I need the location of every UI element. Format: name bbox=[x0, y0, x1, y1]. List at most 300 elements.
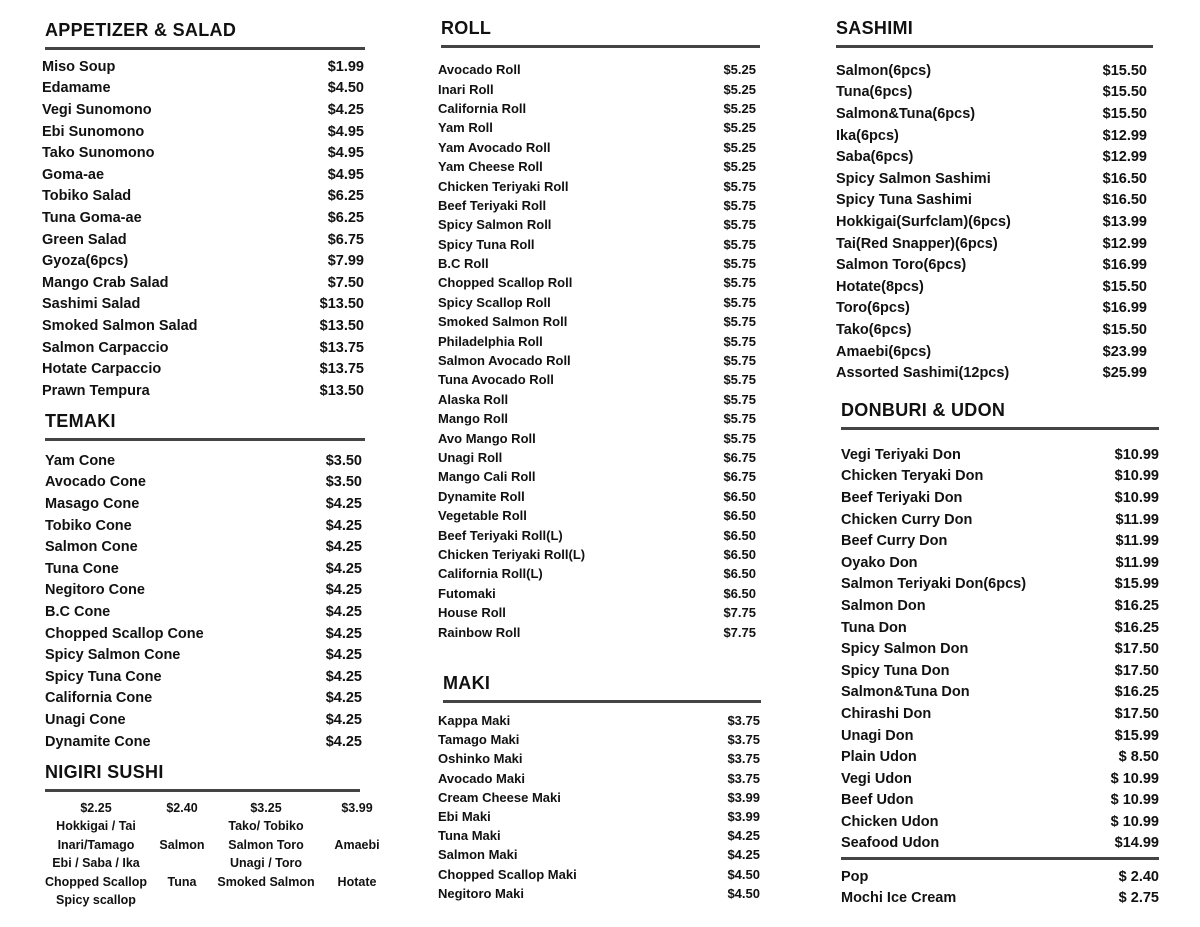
menu-item-price: $17.50 bbox=[1114, 641, 1159, 658]
menu-item-name: Salmon&Tuna Don bbox=[841, 684, 970, 701]
menu-item-price: $5.25 bbox=[723, 62, 756, 78]
menu-item bbox=[841, 574, 1159, 596]
menu-item bbox=[438, 826, 760, 845]
menu-item-name: Yam Avocado Roll bbox=[438, 139, 551, 155]
menu-item bbox=[836, 211, 1147, 233]
menu-item bbox=[836, 60, 1147, 82]
menu-item bbox=[438, 428, 756, 447]
menu-item-price: $5.75 bbox=[723, 430, 756, 446]
menu-item-name: Kappa Maki bbox=[438, 713, 511, 729]
menu-item-name: Salmon Teriyaki Don(6pcs) bbox=[841, 576, 1027, 593]
menu-item-name: Chopped Scallop Maki bbox=[438, 866, 577, 882]
menu-item-name: Spicy Salmon Don bbox=[841, 641, 969, 658]
menu-item-price: $6.50 bbox=[723, 585, 756, 601]
menu-item-name: Chopped Scallop Roll bbox=[438, 275, 573, 291]
menu-item-name: Edamame bbox=[42, 80, 111, 97]
menu-item-name: Beef Teriyaki Roll bbox=[438, 197, 547, 213]
menu-item bbox=[45, 601, 362, 623]
menu-item bbox=[45, 709, 362, 731]
menu-item-price: $6.50 bbox=[723, 566, 756, 582]
menu-item-price: $5.75 bbox=[723, 256, 756, 272]
menu-item-price: $5.75 bbox=[723, 411, 756, 427]
menu-item-name: Negitoro Maki bbox=[438, 885, 524, 901]
menu-item-name: Pop bbox=[841, 868, 869, 885]
menu-item bbox=[836, 362, 1147, 384]
menu-item-price: $15.50 bbox=[1102, 105, 1147, 122]
menu-item-price: $5.75 bbox=[723, 353, 756, 369]
menu-item bbox=[438, 448, 756, 467]
menu-item bbox=[42, 337, 364, 359]
menu-item bbox=[438, 331, 756, 350]
menu-item bbox=[45, 688, 362, 710]
nigiri-cell bbox=[318, 817, 396, 835]
menu-item-name: Salmon Don bbox=[841, 597, 926, 614]
menu-item-name: Chicken Teriyaki Roll(L) bbox=[438, 546, 586, 562]
menu-item-name: B.C Roll bbox=[438, 256, 489, 272]
menu-item-name: Ebi Maki bbox=[438, 809, 491, 825]
menu-item-name: Spicy Tuna Cone bbox=[45, 668, 162, 685]
menu-item bbox=[438, 845, 760, 864]
menu-item-price: $11.99 bbox=[1115, 533, 1159, 550]
menu-item-price: $7.75 bbox=[723, 624, 756, 640]
menu-item-name: Vegi Teriyaki Don bbox=[841, 446, 961, 463]
menu-item-name: Spicy Salmon Roll bbox=[438, 217, 552, 233]
menu-item bbox=[42, 207, 364, 229]
menu-item-price: $5.75 bbox=[723, 217, 756, 233]
menu-item-price: $4.25 bbox=[727, 847, 760, 863]
menu-item bbox=[438, 157, 756, 176]
menu-item bbox=[438, 254, 756, 273]
menu-item-name: Spicy Tuna Roll bbox=[438, 236, 535, 252]
menu-item-name: Tuna Goma-ae bbox=[42, 209, 142, 226]
menu-item bbox=[438, 273, 756, 292]
menu-item bbox=[438, 506, 756, 525]
menu-item bbox=[45, 644, 362, 666]
menu-item-price: $6.75 bbox=[327, 231, 364, 248]
nigiri-cell: $2.25 bbox=[80, 801, 112, 815]
menu-item bbox=[841, 466, 1159, 488]
menu-item bbox=[42, 380, 364, 402]
menu-item-name: Tuna Cone bbox=[45, 560, 119, 577]
menu-item-price: $12.99 bbox=[1102, 127, 1147, 144]
menu-item bbox=[42, 164, 364, 186]
menu-item-name: Chopped Scallop Cone bbox=[45, 625, 204, 642]
menu-item-name: Hotate(8pcs) bbox=[836, 278, 924, 295]
menu-item bbox=[42, 78, 364, 100]
menu-item-name: Avo Mango Roll bbox=[438, 430, 536, 446]
menu-item-price: $4.25 bbox=[325, 625, 362, 642]
menu-item bbox=[841, 552, 1159, 574]
menu-item bbox=[836, 341, 1147, 363]
menu-item bbox=[42, 294, 364, 316]
menu-item bbox=[42, 186, 364, 208]
nigiri-cell: Unagi / Toro bbox=[230, 856, 302, 871]
menu-item bbox=[841, 444, 1159, 466]
menu-item bbox=[438, 711, 760, 730]
nigiri-cell: Hotate bbox=[337, 874, 377, 889]
menu-item bbox=[42, 315, 364, 337]
nigiri-cell: Hokkigai / Tai bbox=[56, 819, 136, 834]
nigiri-cell: Spicy scallop bbox=[56, 893, 136, 908]
menu-item bbox=[836, 233, 1147, 255]
menu-item-name: Vegetable Roll bbox=[438, 508, 527, 524]
menu-item-name: Spicy Salmon Cone bbox=[45, 647, 181, 664]
menu-item-name: California Roll(L) bbox=[438, 566, 543, 582]
menu-item bbox=[438, 884, 760, 903]
menu-item-price: $4.50 bbox=[727, 866, 760, 882]
nigiri-cell bbox=[150, 854, 214, 872]
menu-item-price: $5.75 bbox=[723, 294, 756, 310]
menu-item-price: $4.95 bbox=[327, 145, 364, 162]
menu-item bbox=[438, 370, 756, 389]
menu-item bbox=[438, 215, 756, 234]
menu-item-price: $3.75 bbox=[727, 732, 760, 748]
menu-item bbox=[438, 351, 756, 370]
menu-item-price: $4.25 bbox=[325, 647, 362, 664]
menu-item-name: Tobiko Salad bbox=[42, 188, 132, 205]
menu-item-price: $4.25 bbox=[325, 690, 362, 707]
menu-item bbox=[841, 617, 1159, 639]
menu-item-price: $4.25 bbox=[325, 711, 362, 728]
menu-item bbox=[45, 450, 362, 472]
menu-item bbox=[438, 564, 756, 583]
donburi-heading: DONBURI & UDON bbox=[841, 400, 1159, 430]
menu-item-price: $17.50 bbox=[1114, 662, 1159, 679]
menu-item-name: Amaebi(6pcs) bbox=[836, 343, 932, 360]
menu-item-name: Yam Cheese Roll bbox=[438, 159, 543, 175]
menu-item bbox=[45, 472, 362, 494]
menu-item-price: $5.25 bbox=[723, 139, 756, 155]
nigiri-cell: Chopped Scallop bbox=[44, 874, 148, 889]
menu-item bbox=[438, 235, 756, 254]
menu-item-price: $1.99 bbox=[327, 58, 364, 75]
sashimi-list bbox=[836, 60, 1147, 384]
menu-item-price: $4.25 bbox=[325, 582, 362, 599]
menu-item-price: $5.25 bbox=[723, 159, 756, 175]
sashimi-heading: SASHIMI bbox=[836, 18, 1153, 48]
nigiri-cell bbox=[214, 891, 318, 909]
menu-item-name: Tuna Don bbox=[841, 619, 907, 636]
menu-item bbox=[841, 682, 1159, 704]
menu-item bbox=[438, 865, 760, 884]
menu-item bbox=[836, 276, 1147, 298]
menu-item-name: Tuna Maki bbox=[438, 828, 501, 844]
roll-list bbox=[438, 60, 756, 642]
nigiri-cell: Inari/Tamago bbox=[57, 837, 135, 852]
menu-item-name: Unagi Don bbox=[841, 727, 914, 744]
menu-item-name: Prawn Tempura bbox=[42, 382, 150, 399]
menu-item-price: $3.50 bbox=[325, 474, 362, 491]
menu-item-price: $4.25 bbox=[325, 668, 362, 685]
menu-item bbox=[42, 56, 364, 78]
menu-item bbox=[45, 558, 362, 580]
menu-item-price: $3.50 bbox=[325, 452, 362, 469]
menu-item-price: $15.50 bbox=[1102, 84, 1147, 101]
menu-item-name: Hokkigai(Surfclam)(6pcs) bbox=[836, 213, 1011, 230]
menu-item-price: $4.25 bbox=[325, 733, 362, 750]
menu-item-name: Vegi Sunomono bbox=[42, 101, 152, 118]
menu-item-price: $3.75 bbox=[727, 751, 760, 767]
maki-list bbox=[438, 711, 760, 903]
menu-item-name: California Cone bbox=[45, 690, 153, 707]
menu-item-price: $12.99 bbox=[1102, 235, 1147, 252]
nigiri-cell bbox=[318, 854, 396, 872]
nigiri-grid bbox=[42, 799, 396, 909]
menu-item bbox=[438, 196, 756, 215]
menu-item-price: $13.50 bbox=[319, 382, 364, 399]
menu-item-price: $6.50 bbox=[723, 527, 756, 543]
menu-item-name: Avocado Cone bbox=[45, 474, 146, 491]
menu-item-name: B.C Cone bbox=[45, 603, 111, 620]
menu-item-price: $15.99 bbox=[1114, 727, 1159, 744]
menu-item bbox=[42, 142, 364, 164]
menu-item bbox=[438, 138, 756, 157]
menu-item bbox=[438, 749, 760, 768]
menu-item-price: $23.99 bbox=[1102, 343, 1147, 360]
menu-item bbox=[438, 293, 756, 312]
menu-item-price: $15.50 bbox=[1102, 278, 1147, 295]
menu-item-name: Goma-ae bbox=[42, 166, 105, 183]
nigiri-cell: Tuna bbox=[167, 874, 197, 889]
menu-item-price: $ 8.50 bbox=[1118, 749, 1159, 766]
menu-item-price: $3.75 bbox=[727, 713, 760, 729]
menu-item-price: $4.50 bbox=[727, 885, 760, 901]
menu-item bbox=[836, 254, 1147, 276]
menu-item bbox=[841, 768, 1159, 790]
menu-item-name: Assorted Sashimi(12pcs) bbox=[836, 365, 1010, 382]
menu-item bbox=[45, 580, 362, 602]
menu-item-price: $13.50 bbox=[319, 296, 364, 313]
menu-item-price: $ 2.40 bbox=[1118, 868, 1159, 885]
menu-item bbox=[841, 725, 1159, 747]
menu-item-price: $5.25 bbox=[723, 120, 756, 136]
menu-item-price: $4.25 bbox=[727, 828, 760, 844]
menu-item bbox=[438, 409, 756, 428]
menu-item bbox=[836, 103, 1147, 125]
extras-list bbox=[841, 866, 1159, 909]
nigiri-cell: Salmon bbox=[159, 837, 205, 852]
nigiri-cell bbox=[150, 817, 214, 835]
menu-item-price: $11.99 bbox=[1115, 511, 1159, 528]
menu-item-name: Chicken Curry Don bbox=[841, 511, 973, 528]
menu-item-name: Tuna Avocado Roll bbox=[438, 372, 554, 388]
nigiri-cell: $2.40 bbox=[166, 801, 198, 815]
menu-item-price: $5.75 bbox=[723, 333, 756, 349]
nigiri-cell: Tako/ Tobiko bbox=[228, 819, 304, 834]
menu-item-price: $6.50 bbox=[723, 488, 756, 504]
menu-item bbox=[841, 703, 1159, 725]
menu-item-price: $5.25 bbox=[723, 100, 756, 116]
menu-item-name: Philadelphia Roll bbox=[438, 333, 543, 349]
menu-item-price: $16.50 bbox=[1102, 170, 1147, 187]
menu-item-price: $15.50 bbox=[1102, 62, 1147, 79]
menu-item bbox=[45, 515, 362, 537]
menu-item bbox=[841, 509, 1159, 531]
menu-item-name: Spicy Tuna Don bbox=[841, 662, 950, 679]
menu-item-name: Tako(6pcs) bbox=[836, 321, 912, 338]
menu-item bbox=[841, 638, 1159, 660]
menu-item-price: $3.99 bbox=[727, 809, 760, 825]
menu-item bbox=[836, 146, 1147, 168]
menu-item-name: Rainbow Roll bbox=[438, 624, 521, 640]
menu-item-price: $7.99 bbox=[327, 253, 364, 270]
menu-item-name: Salmon(6pcs) bbox=[836, 62, 932, 79]
menu-item-name: Mochi Ice Cream bbox=[841, 890, 957, 907]
menu-item bbox=[841, 487, 1159, 509]
menu-item-price: $6.25 bbox=[327, 188, 364, 205]
menu-item-price: $ 10.99 bbox=[1110, 770, 1159, 787]
menu-item-name: Miso Soup bbox=[42, 58, 116, 75]
menu-item-name: Saba(6pcs) bbox=[836, 149, 914, 166]
menu-item-price: $3.99 bbox=[727, 789, 760, 805]
menu-item-name: Gyoza(6pcs) bbox=[42, 253, 129, 270]
menu-item bbox=[438, 99, 756, 118]
menu-item bbox=[45, 623, 362, 645]
menu-item-name: Tai(Red Snapper)(6pcs) bbox=[836, 235, 998, 252]
menu-item-price: $13.75 bbox=[319, 361, 364, 378]
menu-item-name: Green Salad bbox=[42, 231, 127, 248]
menu-item bbox=[438, 788, 760, 807]
menu-item-name: Mango Cali Roll bbox=[438, 469, 536, 485]
menu-item bbox=[438, 730, 760, 749]
menu-item-name: Masago Cone bbox=[45, 495, 140, 512]
menu-item bbox=[841, 866, 1159, 888]
menu-item bbox=[438, 622, 756, 641]
menu-item bbox=[841, 660, 1159, 682]
menu-item-price: $6.25 bbox=[327, 209, 364, 226]
menu-item-price: $4.95 bbox=[327, 166, 364, 183]
menu-item-price: $6.75 bbox=[723, 450, 756, 465]
nigiri-cell: Smoked Salmon bbox=[217, 874, 315, 889]
nigiri-cell: Salmon Toro bbox=[228, 837, 304, 852]
menu-item-name: Negitoro Cone bbox=[45, 582, 145, 599]
extras-divider bbox=[841, 857, 1159, 860]
nigiri-cell: $3.99 bbox=[341, 801, 373, 815]
menu-item-name: Cream Cheese Maki bbox=[438, 789, 561, 805]
menu-item-price: $15.50 bbox=[1102, 321, 1147, 338]
nigiri-cell: Amaebi bbox=[334, 837, 380, 852]
menu-item-price: $16.99 bbox=[1102, 257, 1147, 274]
temaki-heading: TEMAKI bbox=[45, 411, 365, 441]
menu-item bbox=[45, 666, 362, 688]
menu-item-name: Smoked Salmon Roll bbox=[438, 314, 568, 330]
menu-item-price: $13.75 bbox=[319, 339, 364, 356]
menu-item-name: Smoked Salmon Salad bbox=[42, 317, 198, 334]
menu-item-name: Salmon&Tuna(6pcs) bbox=[836, 105, 976, 122]
menu-item-name: Dynamite Cone bbox=[45, 733, 151, 750]
menu-item-name: Mango Crab Salad bbox=[42, 274, 169, 291]
menu-item-name: Beef Udon bbox=[841, 792, 914, 809]
menu-item-price: $5.75 bbox=[723, 178, 756, 194]
menu-item-price: $ 2.75 bbox=[1118, 890, 1159, 907]
menu-item-price: $6.75 bbox=[723, 469, 756, 485]
menu-item-name: California Roll bbox=[438, 100, 527, 116]
menu-item-name: Chicken Udon bbox=[841, 813, 939, 830]
menu-item-name: Unagi Cone bbox=[45, 711, 126, 728]
menu-item-name: Avocado Roll bbox=[438, 62, 521, 78]
menu-item-price: $5.75 bbox=[723, 391, 756, 407]
menu-item-name: Vegi Udon bbox=[841, 770, 912, 787]
nigiri-cell: Ebi / Saba / Ika bbox=[52, 856, 140, 871]
roll-heading: ROLL bbox=[441, 18, 760, 48]
menu-item-name: Ebi Sunomono bbox=[42, 123, 145, 140]
menu-item-name: Chirashi Don bbox=[841, 705, 932, 722]
menu-item bbox=[438, 390, 756, 409]
menu-item-price: $16.50 bbox=[1102, 192, 1147, 209]
menu-item bbox=[438, 769, 760, 788]
menu-item-name: Chicken Teryaki Don bbox=[841, 468, 984, 485]
menu-item bbox=[841, 888, 1159, 910]
menu-item bbox=[438, 603, 756, 622]
menu-item-price: $10.99 bbox=[1114, 468, 1159, 485]
menu-item bbox=[836, 82, 1147, 104]
menu-item bbox=[438, 79, 756, 98]
menu-item-name: Salmon Maki bbox=[438, 847, 518, 863]
menu-item bbox=[42, 229, 364, 251]
menu-item-price: $10.99 bbox=[1114, 489, 1159, 506]
menu-item-name: Spicy Salmon Sashimi bbox=[836, 170, 991, 187]
menu-item bbox=[42, 358, 364, 380]
menu-item-name: Toro(6pcs) bbox=[836, 300, 910, 317]
menu-item-price: $6.50 bbox=[723, 508, 756, 524]
menu-item bbox=[438, 807, 760, 826]
menu-item bbox=[45, 731, 362, 753]
menu-item-name: Yam Roll bbox=[438, 120, 493, 136]
menu-item-name: Chicken Teriyaki Roll bbox=[438, 178, 569, 194]
menu-item-price: $7.75 bbox=[723, 605, 756, 621]
menu-item-name: Oyako Don bbox=[841, 554, 918, 571]
menu-item-name: Tako Sunomono bbox=[42, 145, 155, 162]
menu-item-name: Salmon Toro(6pcs) bbox=[836, 257, 967, 274]
menu-item-price: $4.25 bbox=[325, 560, 362, 577]
menu-item bbox=[841, 595, 1159, 617]
menu-item bbox=[438, 60, 756, 79]
menu-item-price: $5.25 bbox=[723, 81, 756, 97]
menu-item-price: $6.50 bbox=[723, 546, 756, 562]
donburi-list bbox=[841, 444, 1159, 854]
menu-item-name: Tobiko Cone bbox=[45, 517, 132, 534]
menu-item-price: $25.99 bbox=[1102, 365, 1147, 382]
menu-item bbox=[836, 168, 1147, 190]
menu-item-price: $4.25 bbox=[325, 495, 362, 512]
menu-item-name: Inari Roll bbox=[438, 81, 494, 97]
menu-item-price: $11.99 bbox=[1115, 554, 1159, 571]
menu-item-name: Salmon Carpaccio bbox=[42, 339, 169, 356]
menu-item-name: Futomaki bbox=[438, 585, 496, 601]
menu-item bbox=[841, 530, 1159, 552]
menu-item-name: Seafood Udon bbox=[841, 835, 940, 852]
menu-item-price: $4.25 bbox=[325, 539, 362, 556]
menu-item bbox=[42, 250, 364, 272]
menu-item bbox=[438, 487, 756, 506]
menu-item bbox=[438, 176, 756, 195]
menu-item-price: $17.50 bbox=[1114, 705, 1159, 722]
menu-item-price: $4.50 bbox=[327, 80, 364, 97]
menu-item-name: Ika(6pcs) bbox=[836, 127, 899, 144]
menu-item-name: House Roll bbox=[438, 605, 506, 621]
menu-item-price: $10.99 bbox=[1114, 446, 1159, 463]
menu-item bbox=[836, 298, 1147, 320]
appetizer-list bbox=[42, 56, 364, 402]
menu-item-name: Sashimi Salad bbox=[42, 296, 141, 313]
menu-item-price: $3.75 bbox=[727, 770, 760, 786]
menu-item-price: $5.75 bbox=[723, 236, 756, 252]
menu-item bbox=[42, 121, 364, 143]
temaki-list bbox=[45, 450, 362, 752]
menu-item-price: $16.99 bbox=[1102, 300, 1147, 317]
menu-item-price: $5.75 bbox=[723, 314, 756, 330]
menu-item-price: $16.25 bbox=[1114, 684, 1159, 701]
